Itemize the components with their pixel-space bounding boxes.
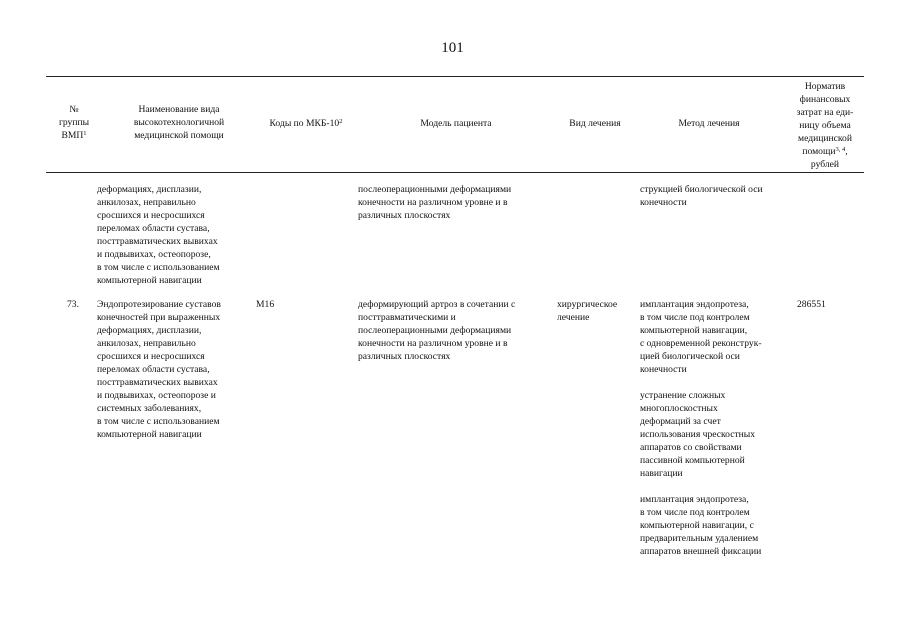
row-number: 73. bbox=[67, 299, 79, 310]
row-method-1: имплантация эндопротеза, в том числе под контролем компьютерной навигации, с одновременной реконструк- цией биологической оси конечности bbox=[640, 299, 762, 375]
row-patient-model: деформирующий артроз в сочетании с посттравматическими и послеоперационными деформациями конечности на различном уровне и в различных плоскостях bbox=[358, 299, 516, 362]
row-icd-code: M16 bbox=[256, 299, 275, 310]
header-icd-codes: Коды по МКБ-$10^2$ bbox=[269, 118, 343, 129]
table-row-continued-method: струкцией биологической оси конечности bbox=[640, 184, 763, 208]
table-header-rule bbox=[46, 172, 864, 173]
table-top-rule bbox=[46, 76, 864, 77]
row-care-type-name: Эндопротезирование суставов конечностей при выраженных деформациях, дисплазии, анкилозах, неправильно сросшихся и несросшихся переломах области сустава, посттравматических вывихах и подвывихах, остеопорозе и системных заболеваниях, в том числе с использованием компьютерной навигации bbox=[97, 299, 221, 440]
row-method-2: устранение сложных многоплоскостных деформаций за счет использования чрескостных аппаратов со свойствами пассивной компьютерной навигации bbox=[640, 390, 756, 479]
row-cost-norm: 286551 bbox=[797, 299, 826, 310]
header-treatment-type: Вид лечения bbox=[569, 118, 621, 129]
header-patient-model: Модель пациента bbox=[420, 118, 492, 129]
header-care-type-name: Наименование вида высокотехнологичной медицинской помощи bbox=[133, 104, 225, 141]
header-cost-norm: Норматив финансовых затрат на еди- ницу объема медицинской помощи$^{3, 4}$, рублей bbox=[796, 81, 854, 170]
table-row-continued-model: послеоперационными деформациями конечности на различном уровне и в различных плоскостях bbox=[358, 184, 512, 221]
table-row-continued-name: деформациях, дисплазии, анкилозах, неправильно сросшихся и несросшихся переломах области сустава, посттравматических вывихах и подвывихах, остеопорозе, в том числе с использованием компьютерной навигации bbox=[97, 184, 220, 286]
row-treatment-type: хирургическое лечение bbox=[557, 299, 618, 323]
row-method-3: имплантация эндопротеза, в том числе под контролем компьютерной навигации, с предварительным удалением аппаратов внешней фиксации bbox=[640, 494, 762, 557]
page-number: 101 bbox=[441, 40, 464, 56]
header-group-number: № группы ВМП$^1$ bbox=[58, 104, 90, 141]
header-treatment-method: Метод лечения bbox=[678, 118, 740, 129]
